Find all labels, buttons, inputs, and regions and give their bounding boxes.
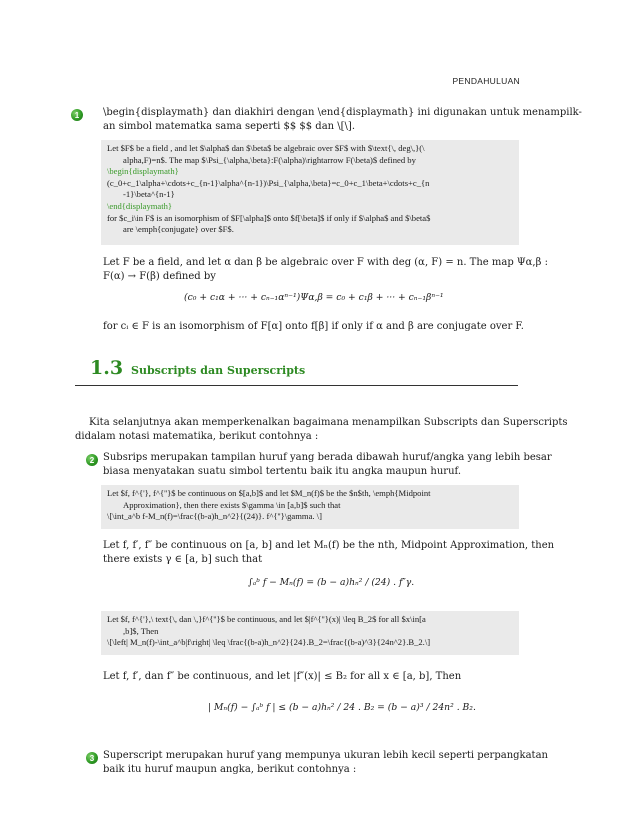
intro-code-block — [101, 140, 519, 245]
item1-line-1: Subsrips merupakan tampilan huruf yang berada dibawah huruf/angka yang lebih besar — [103, 452, 552, 463]
item1-code-block-2 — [101, 611, 519, 655]
code-line: ,b]$, Then — [123, 625, 159, 636]
item1-result-line-2: there exists γ ∈ [a, b] such that — [103, 554, 263, 565]
paragraph-line-2: didalam notasi matematika, berikut contohnya : — [75, 431, 319, 442]
item1-code-block — [101, 485, 519, 529]
section-rule — [75, 385, 518, 386]
code-line: (c_0+c_1\alpha+\cdots+c_{n-1}\alpha^{n-1})\Psi_{\alpha,\beta}=c_0+c_1\beta+\cdots+c_{n — [107, 177, 430, 188]
item2-line-2: baik itu huruf maupun angka, berikut contohnya : — [103, 764, 357, 775]
intro-line-1: \begin{displaymath} dan diakhiri dengan \end{displaymath} ini digunakan untuk menampilk- — [103, 107, 582, 118]
intro-result-line-2: F(α) → F(β) defined by — [103, 271, 216, 282]
intro-bullet-text — [103, 106, 582, 134]
code-line: \begin{displaymath} — [107, 166, 179, 177]
item2-text — [103, 749, 548, 777]
code-line: Let $F$ be a field , and let $\alpha$ dan $\beta$ be algebraic over $F$ with $\text{\, deg\,}(\ — [107, 143, 425, 153]
item1-result-line-1: Let f, f′, f″ be continuous on [a, b] and let Mₙ(f) be the nth, Midpoint Approximation, then — [103, 540, 555, 551]
item1-result — [103, 539, 555, 567]
code-line: -1}\beta^{n-1} — [123, 189, 175, 200]
code-line: Approximation}, then there exists $\gamma \in [a,b]$ such that — [123, 499, 341, 510]
code-line: Let $f, f^{'},\ text{\, dan \,}f^{''}$ be continuous, and let $|f^{''}(x)| \leq B_2$ for all $x\in[a — [107, 614, 426, 624]
code-line: are \emph{conjugate} over $F$. — [123, 224, 234, 235]
item1-result2-line-1: Let f, f′, dan f″ be continuous, and let |f″(x)| ≤ B₂ for all x ∈ [a, b], Then — [103, 671, 462, 682]
section-title: Subscripts dan Superscripts — [131, 364, 306, 377]
code-line: \[\int_a^b f-M_n(f)=\frac{(b-a)h_n^2}{(24)}. f^{''}\gamma. \] — [107, 511, 322, 522]
code-line: alpha,F)=n$. The map $\Psi_{\alpha,\beta}:F(\alpha)\rightarrow F(\beta)$ defined by — [123, 154, 416, 165]
code-line: for $c_i\in F$ is an isomorphism of $F[\alpha]$ onto $f[\beta]$ if only if $\alpha$ and $\beta$ — [107, 212, 431, 223]
paragraph-line-1: Kita selanjutnya akan memperkenalkan bagaimana menampilkan Subscripts dan Superscripts — [89, 417, 568, 428]
item1-line-2: biasa menyatakan suatu simbol tertentu baik itu angka maupun huruf. — [103, 466, 462, 477]
running-header: PENDAHULUAN — [452, 76, 520, 86]
section-paragraph — [75, 416, 568, 444]
intro-result-line-1: Let F be a field, and let α dan β be algebraic over F with deg (α, F) = n. The map Ψα,β : — [103, 257, 548, 268]
intro-line-2: an simbol matematka sama seperti $$ $$ dan \[\]. — [103, 121, 356, 132]
bullet-1-icon: 1 — [71, 109, 83, 121]
code-line: \[\left| M_n(f)-\int_a^b|f\right| \leq \frac{(b-a)h_n^2}{24}.B_2=\frac{(b-a)^3}{24n^2}.B_2.\] — [107, 637, 431, 648]
section-number: 1.3 — [90, 357, 124, 379]
item1-display-equation-2: | Mₙ(f) − ∫ₐᵇ f | ≤ (b − a)hₙ² / 24 . B₂ = (b − a)³ / 24n² . B₂. — [208, 702, 476, 713]
bullet-3-icon: 3 — [86, 752, 98, 764]
intro-display-equation: (c₀ + c₁α + ··· + cₙ₋₁αⁿ⁻¹)Ψα,β = c₀ + c₁β + ··· + cₙ₋₁βⁿ⁻¹ — [184, 292, 444, 303]
code-line: Let $f, f^{'}, f^{''}$ be continuous on $[a,b]$ and let $M_n(f)$ be the $n$th, \emph{Midpoint — [107, 488, 431, 498]
bullet-2-icon: 2 — [86, 454, 98, 466]
item2-line-1: Superscript merupakan huruf yang mempunya ukuran lebih kecil seperti perpangkatan — [103, 750, 548, 761]
item1-display-equation: ∫ₐᵇ f − Mₙ(f) = (b − a)hₙ² / (24) . f″γ. — [248, 577, 415, 588]
code-line: \end{displaymath} — [107, 200, 173, 211]
item1-text — [103, 451, 552, 479]
intro-result-line-3: for cᵢ ∈ F is an isomorphism of F[α] onto f[β] if only if α and β are conjugate over F. — [103, 321, 524, 332]
intro-result — [103, 256, 548, 284]
